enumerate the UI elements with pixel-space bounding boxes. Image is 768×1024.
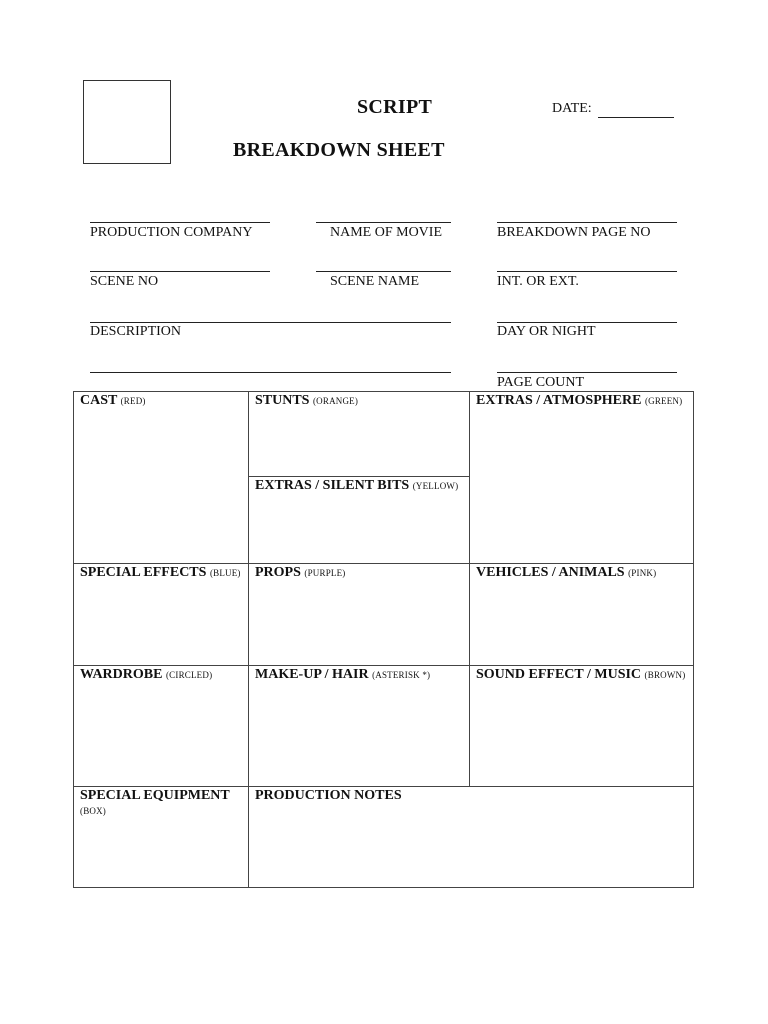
extras-atmosphere-cell[interactable] — [470, 392, 693, 563]
date-label: DATE: — [552, 101, 592, 116]
description-second-field-line[interactable] — [90, 372, 451, 373]
props-cell[interactable] — [249, 564, 469, 665]
production-notes-cell[interactable] — [249, 787, 693, 887]
int-or-ext-field-line[interactable] — [497, 271, 677, 272]
name-of-movie-field-line[interactable] — [316, 222, 451, 223]
special-effects-heading: SPECIAL EFFECTS (BLUE) — [80, 565, 241, 580]
special-equipment-heading: SPECIAL EQUIPMENT — [80, 788, 230, 803]
special-equipment-cell[interactable] — [74, 787, 248, 887]
description-label: DESCRIPTION — [90, 324, 182, 339]
wardrobe-heading: WARDROBE (CIRCLED) — [80, 667, 213, 682]
props-heading: PROPS (PURPLE) — [255, 565, 346, 580]
scene-name-field-line[interactable] — [316, 271, 451, 272]
sound-effect-music-heading: SOUND EFFECT / MUSIC (BROWN) — [476, 667, 686, 682]
cast-cell[interactable] — [74, 392, 248, 563]
special-equipment-note: (BOX) — [80, 806, 106, 816]
extras-atmosphere-heading: EXTRAS / ATMOSPHERE (GREEN) — [476, 393, 683, 408]
breakdown-page-no-label: BREAKDOWN PAGE NO — [497, 225, 651, 240]
name-of-movie-label: NAME OF MOVIE — [330, 225, 442, 240]
day-or-night-field-line[interactable] — [497, 322, 677, 323]
page-count-label: PAGE COUNT — [497, 375, 584, 390]
makeup-hair-heading: MAKE-UP / HAIR (ASTERISK *) — [255, 667, 431, 682]
vehicles-animals-cell[interactable] — [470, 564, 693, 665]
makeup-hair-cell[interactable] — [249, 666, 469, 786]
scene-no-field-line[interactable] — [90, 271, 270, 272]
production-company-field-line[interactable] — [90, 222, 270, 223]
special-effects-cell[interactable] — [74, 564, 248, 665]
stunts-heading: STUNTS (ORANGE) — [255, 393, 359, 408]
scene-name-label: SCENE NAME — [330, 274, 420, 289]
day-or-night-label: DAY OR NIGHT — [497, 324, 596, 339]
page-title-breakdown-sheet: BREAKDOWN SHEET — [233, 139, 445, 161]
int-or-ext-label: INT. OR EXT. — [497, 274, 579, 289]
breakdown-page-no-field-line[interactable] — [497, 222, 677, 223]
description-field-line[interactable] — [90, 322, 451, 323]
stunts-cell[interactable] — [249, 392, 469, 476]
date-field-line[interactable] — [598, 117, 674, 118]
page-count-field-line[interactable] — [497, 372, 677, 373]
page-title-script: SCRIPT — [357, 96, 433, 118]
wardrobe-cell[interactable] — [74, 666, 248, 786]
production-notes-heading: PRODUCTION NOTES — [255, 788, 402, 803]
vehicles-animals-heading: VEHICLES / ANIMALS (PINK) — [476, 565, 657, 580]
cast-heading: CAST (RED) — [80, 393, 146, 408]
extras-silent-bits-heading: EXTRAS / SILENT BITS (YELLOW) — [255, 478, 459, 493]
extras-silent-bits-cell[interactable] — [249, 477, 469, 563]
scene-no-label: SCENE NO — [90, 274, 159, 289]
sound-effect-music-cell[interactable] — [470, 666, 693, 786]
production-company-label: PRODUCTION COMPANY — [90, 225, 253, 240]
logo-placeholder-box — [83, 80, 171, 164]
